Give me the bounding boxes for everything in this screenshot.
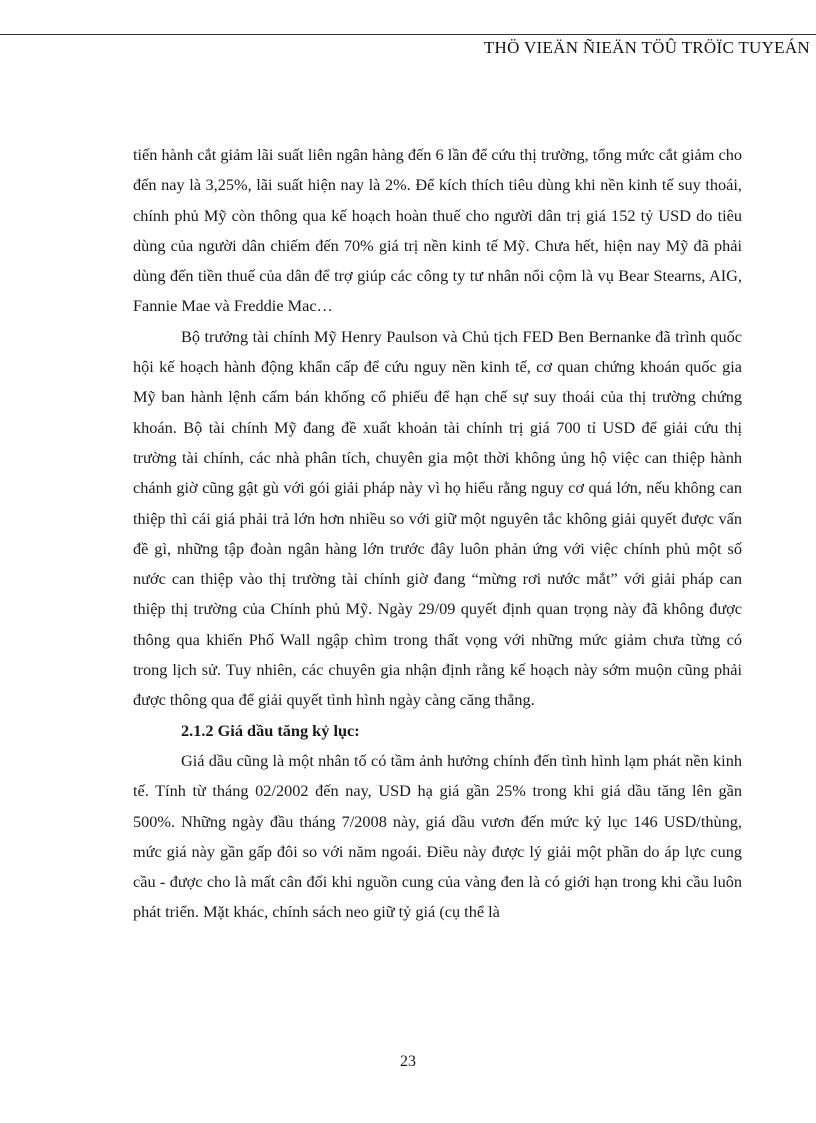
- section-heading-oil-price: 2.1.2 Giá dầu tăng kỷ lục:: [181, 720, 360, 740]
- document-body: [133, 140, 742, 928]
- paragraph-treasury-plan: Bộ trưởng tài chính Mỹ Henry Paulson và Chủ tịch FED Ben Bernanke đã trình quốc hội kế hoạch hành động khẩn cấp để cứu nguy nền kinh tế, cơ quan chứng khoán quốc gia Mỹ ban hành lệnh cấm bán khống cổ phiếu để hạn chế sự suy thoái của thị trường chứng khoán. Bộ tài chính Mỹ đang đề xuất khoản tài chính trị giá 700 tỉ USD để giải cứu thị trường tài chính, các nhà phân tích, chuyên gia một thời không ủng hộ việc can thiệp hành chánh giờ cũng gật gù với gói giải pháp này vì họ hiểu rằng nguy cơ quá lớn, nếu không can thiệp thì cái giá phải trả lớn hơn nhiều so với giữ một nguyên tắc không giải quyết được vấn đề gì, những tập đoàn ngân hàng lớn trước đây luôn phản ứng với việc chính phủ một số nước can thiệp vào thị trường tài chính giờ đang “mừng rơi nước mắt” với giải pháp can thiệp thị trường của Chính phủ Mỹ. Ngày 29/09 quyết định quan trọng này đã không được thông qua khiến Phố Wall ngập chìm trong thất vọng với những mức giảm chưa từng có trong lịch sử. Tuy nhiên, các chuyên gia nhận định rằng kế hoạch này sớm muộn cũng phải được thông qua để giải quyết tình hình ngày càng căng thẳng.: [133, 326, 742, 710]
- paragraph-continued: tiến hành cắt giảm lãi suất liên ngân hàng đến 6 lần để cứu thị trường, tổng mức cắt giảm cho đến nay là 3,25%, lãi suất hiện nay là 2%. Để kích thích tiêu dùng khi nền kinh tế suy thoái, chính phủ Mỹ còn thông qua kế hoạch hoàn thuế cho người dân trị giá 152 tỷ USD do tiêu dùng của người dân chiếm đến 70% giá trị nền kinh tế Mỹ. Chưa hết, hiện nay Mỹ đã phải dùng đến tiền thuế của dân để trợ giúp các công ty tư nhân nổi cộm là vụ Bear Stearns, AIG, Fannie Mae và Freddie Mac…: [133, 145, 742, 316]
- paragraph-oil-price: Giá dầu cũng là một nhân tố có tầm ảnh hưởng chính đến tình hình lạm phát nền kinh tế. Tính từ tháng 02/2002 đến nay, USD hạ giá gần 25% trong khi giá dầu tăng lên gần 500%. Những ngày đầu tháng 7/2008 này, giá dầu vươn đến mức kỷ lục 146 USD/thùng, mức giá này gần gấp đôi so với năm ngoái. Điều này được lý giải một phần do áp lực cung cầu - được cho là mất cân đối khi nguồn cung của vàng đen là có giới hạn trong khi cầu luôn phát triển. Mặt khác, chính sách neo giữ tỷ giá (cụ thể là: [133, 750, 742, 922]
- library-header-title: THÖ VIEÄN ÑIEÄN TÖÛ TRÖÏC TUYEÁN: [483, 38, 810, 57]
- page-number: 23: [400, 1053, 416, 1070]
- header-rule: [0, 34, 816, 35]
